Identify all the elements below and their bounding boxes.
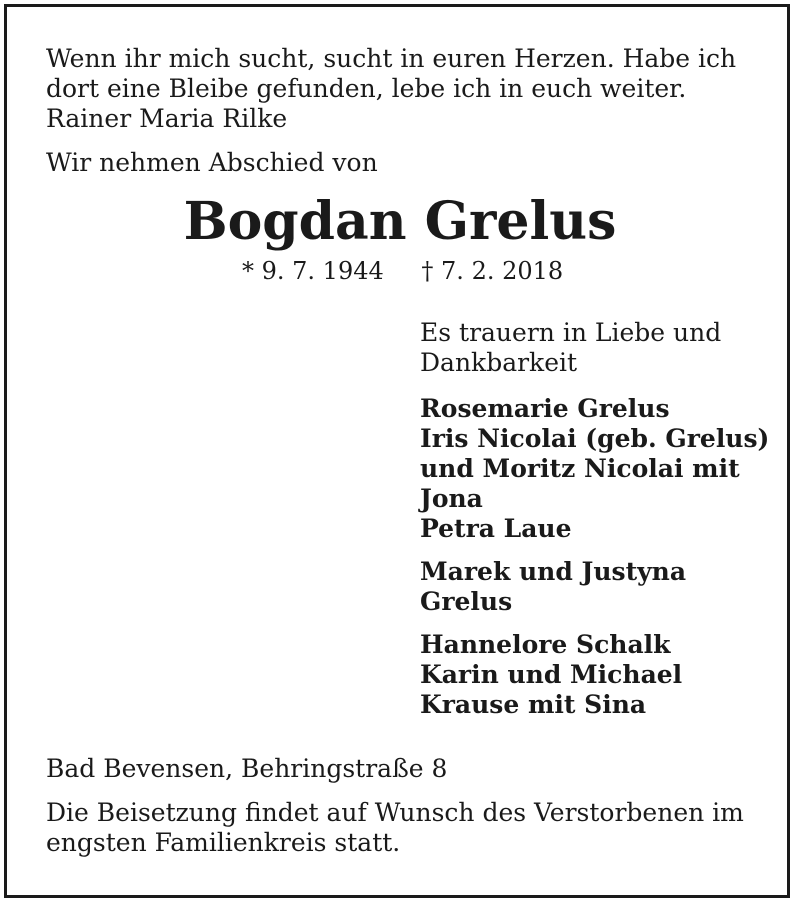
deceased-name: Bogdan Grelus [183,191,617,252]
death-date: † 7. 2. 2018 [421,257,564,285]
farewell-intro: Wir nehmen Abschied von [46,148,378,177]
mourner-line: Petra Laue [420,514,572,543]
mourner-group [420,557,686,617]
mourner-line: Grelus [420,587,513,616]
quote-author: Rainer Maria Rilke [46,104,288,133]
mourners-intro-line: Es trauern in Liebe und [420,318,722,347]
funeral-notice-line: Die Beisetzung findet auf Wunsch des Verstorbenen im [46,798,744,827]
mourner-line: Hannelore Schalk [420,630,671,659]
funeral-notice [46,798,744,858]
mourner-line: Iris Nicolai (geb. Grelus) [420,424,770,453]
mourner-line: und Moritz Nicolai mit [420,454,740,483]
mourners-intro [420,318,721,378]
life-dates [242,256,563,286]
mourner-line: Jona [420,484,483,513]
quote-line: dort eine Bleibe gefunden, lebe ich in euch weiter. [46,74,687,103]
birth-date: * 9. 7. 1944 [242,257,384,285]
mourner-line: Rosemarie Grelus [420,394,670,423]
mourner-group [420,630,682,720]
quote [46,44,736,134]
funeral-notice-line: engsten Familienkreis statt. [46,828,401,857]
mourners-intro-line: Dankbarkeit [420,348,578,377]
mourner-line: Marek und Justyna [420,557,687,586]
quote-line: Wenn ihr mich sucht, sucht in euren Herzen. Habe ich [46,44,737,73]
mourner-line: Karin und Michael [420,660,683,689]
mourner-line: Krause mit Sina [420,690,647,719]
mourner-group [420,394,769,544]
address: Bad Bevensen, Behringstraße 8 [46,754,448,783]
